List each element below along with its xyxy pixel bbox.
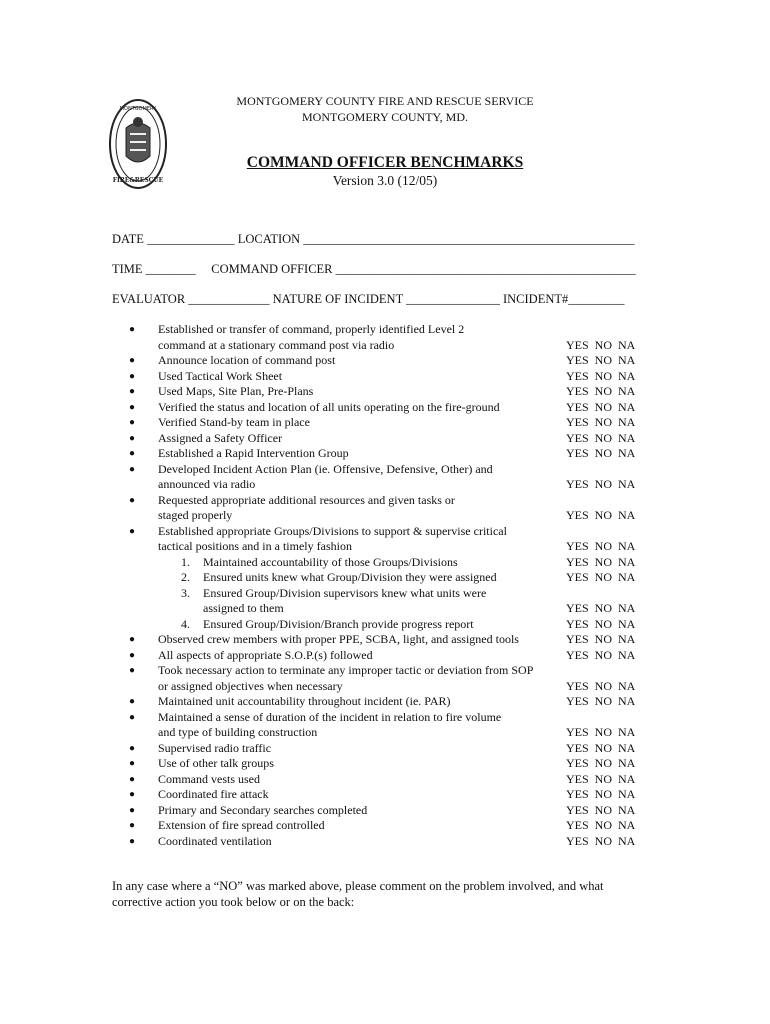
- yes-no-na-options[interactable]: YES NO NA: [566, 399, 636, 414]
- checklist-item-text: Established a Rapid Intervention Group: [158, 446, 349, 460]
- yes-no-na-options[interactable]: YES NO NA: [566, 818, 636, 832]
- checklist-item-text: or assigned objectives when necessary: [158, 678, 343, 693]
- yes-no-na-options[interactable]: YES NO NA: [566, 802, 636, 817]
- bullet-icon: ●: [129, 665, 136, 676]
- yes-no-na-options[interactable]: YES NO NA: [566, 508, 636, 522]
- checklist-item-text: Used Maps, Site Plan, Pre-Plans: [158, 384, 314, 398]
- checklist-item-text: Established or transfer of command, properly identified Level 2: [158, 322, 465, 336]
- bullet-icon: ●: [129, 432, 136, 444]
- checklist-item-text: Verified the status and location of all units operating on the fire-ground: [158, 399, 500, 414]
- yes-no-na-options[interactable]: YES NO NA: [566, 771, 636, 786]
- checklist-item-text: Primary and Secondary searches completed: [158, 802, 368, 817]
- yes-no-na-options[interactable]: YES NO NA: [566, 632, 636, 646]
- checklist-item-text: Maintained unit accountability throughout incident (ie. PAR): [158, 694, 451, 708]
- bullet-icon: ●: [129, 820, 136, 831]
- subitem-text: Ensured Group/Division/Branch provide progress report: [203, 616, 474, 631]
- date-location-fields[interactable]: DATE ______________ LOCATION _____________________________________________________: [112, 232, 635, 246]
- checklist-item-text: Verified Stand-by team in place: [158, 415, 310, 429]
- subitem-text: Ensured units knew what Group/Division they were assigned: [203, 570, 497, 584]
- bullet-icon: ●: [129, 386, 136, 397]
- bullet-icon: ●: [129, 355, 136, 366]
- bullet-icon: ●: [129, 494, 136, 506]
- bullet-icon: ●: [129, 525, 136, 537]
- bullet-icon: ●: [129, 370, 136, 382]
- yes-no-na-options[interactable]: YES NO NA: [566, 368, 636, 383]
- yes-no-na-options[interactable]: YES NO NA: [566, 756, 636, 770]
- bullet-icon: ●: [129, 835, 136, 847]
- subitem-number: 2.: [181, 570, 190, 584]
- svg-text:FIRE&RESCUE: FIRE&RESCUE: [112, 177, 164, 184]
- comment-instructions: In any case where a “NO” was marked above, please comment on the problem involved, and what corrective action you took below or on the back:: [112, 879, 604, 909]
- evaluator-incident-fields[interactable]: EVALUATOR _____________ NATURE OF INCIDENT _______________ INCIDENT#_________: [112, 292, 625, 306]
- yes-no-na-options[interactable]: YES NO NA: [566, 384, 636, 398]
- bullet-icon: ●: [129, 742, 136, 754]
- checklist-item-text: Requested appropriate additional resources and given tasks or: [158, 492, 455, 507]
- bullet-icon: ●: [129, 773, 136, 785]
- yes-no-na-options[interactable]: YES NO NA: [566, 647, 636, 662]
- subitem-text: Maintained accountability of those Groups/Divisions: [203, 554, 458, 569]
- yes-no-na-options[interactable]: YES NO NA: [566, 353, 636, 367]
- yes-no-na-options[interactable]: YES NO NA: [566, 539, 636, 553]
- checklist-item-text: staged properly: [158, 508, 233, 522]
- checklist-item-text: Supervised radio traffic: [158, 740, 272, 755]
- bullet-icon: ●: [129, 696, 136, 707]
- checklist-item-text: Took necessary action to terminate any improper tactic or deviation from SOP: [158, 663, 534, 677]
- subitem-text: Ensured Group/Division supervisors knew what units were: [203, 585, 487, 600]
- checklist-item-text: Assigned a Safety Officer: [158, 430, 283, 445]
- checklist-item-text: Coordinated fire attack: [158, 787, 269, 801]
- yes-no-na-options[interactable]: YES NO NA: [566, 430, 636, 445]
- checklist-item-text: Extension of fire spread controlled: [158, 818, 325, 832]
- subitem-number: 3.: [181, 585, 190, 600]
- svg-text:MONTGOMERY: MONTGOMERY: [119, 106, 157, 112]
- checklist-item-text: Command vests used: [158, 771, 260, 786]
- yes-no-na-options[interactable]: YES NO NA: [566, 678, 636, 693]
- page-title: COMMAND OFFICER BENCHMARKS: [246, 154, 524, 171]
- bullet-icon: ●: [129, 448, 136, 459]
- bullet-icon: ●: [129, 401, 136, 413]
- checklist-item-text: All aspects of appropriate S.O.P.(s) followed: [158, 647, 373, 662]
- checklist-item-text: Observed crew members with proper PPE, SCBA, light, and assigned tools: [158, 632, 519, 646]
- checklist-item-text: Announce location of command post: [158, 353, 336, 367]
- checklist-item-text: Used Tactical Work Sheet: [158, 368, 283, 383]
- yes-no-na-options[interactable]: YES NO NA: [566, 477, 636, 491]
- yes-no-na-options[interactable]: YES NO NA: [566, 694, 636, 708]
- bullet-icon: ●: [129, 324, 136, 335]
- yes-no-na-options[interactable]: YES NO NA: [566, 337, 636, 352]
- yes-no-na-options[interactable]: YES NO NA: [566, 725, 636, 739]
- version-label: Version 3.0 (12/05): [332, 173, 438, 188]
- subitem-text: assigned to them: [203, 601, 284, 615]
- bullet-icon: ●: [129, 758, 136, 769]
- bullet-icon: ●: [129, 634, 136, 645]
- agency-name: MONTGOMERY COUNTY FIRE AND RESCUE SERVICE: [236, 94, 534, 108]
- yes-no-na-options[interactable]: YES NO NA: [566, 415, 636, 429]
- checklist-item-text: Use of other talk groups: [158, 756, 274, 770]
- checklist-item-text: tactical positions and in a timely fashion: [158, 539, 352, 553]
- bullet-icon: ●: [129, 804, 136, 816]
- bullet-icon: ●: [129, 649, 136, 661]
- bullet-icon: ●: [129, 417, 136, 428]
- bullet-icon: ●: [129, 711, 136, 723]
- yes-no-na-options[interactable]: YES NO NA: [566, 740, 636, 755]
- yes-no-na-options[interactable]: YES NO NA: [566, 601, 636, 615]
- checklist-item-text: announced via radio: [158, 477, 256, 491]
- checklist-item-text: Developed Incident Action Plan (ie. Offensive, Defensive, Other) and: [158, 461, 493, 476]
- agency-location: MONTGOMERY COUNTY, MD.: [301, 110, 468, 124]
- yes-no-na-options[interactable]: YES NO NA: [566, 570, 636, 584]
- yes-no-na-options[interactable]: YES NO NA: [566, 787, 636, 801]
- bullet-icon: ●: [129, 789, 136, 800]
- checklist-item-text: Coordinated ventilation: [158, 833, 272, 848]
- checklist-item-text: Established appropriate Groups/Divisions to support & supervise critical: [158, 523, 507, 538]
- subitem-number: 4.: [181, 616, 190, 631]
- checklist-item-text: command at a stationary command post via radio: [158, 337, 395, 352]
- time-officer-fields[interactable]: TIME ________ COMMAND OFFICER ________________________________________________: [112, 262, 636, 276]
- bullet-icon: ●: [129, 463, 136, 475]
- yes-no-na-options[interactable]: YES NO NA: [566, 616, 636, 631]
- subitem-number: 1.: [181, 554, 190, 569]
- yes-no-na-options[interactable]: YES NO NA: [566, 833, 636, 848]
- yes-no-na-options[interactable]: YES NO NA: [566, 446, 636, 460]
- checklist-item-text: and type of building construction: [158, 725, 318, 739]
- yes-no-na-options[interactable]: YES NO NA: [566, 554, 636, 569]
- checklist-item-text: Maintained a sense of duration of the incident in relation to fire volume: [158, 709, 502, 724]
